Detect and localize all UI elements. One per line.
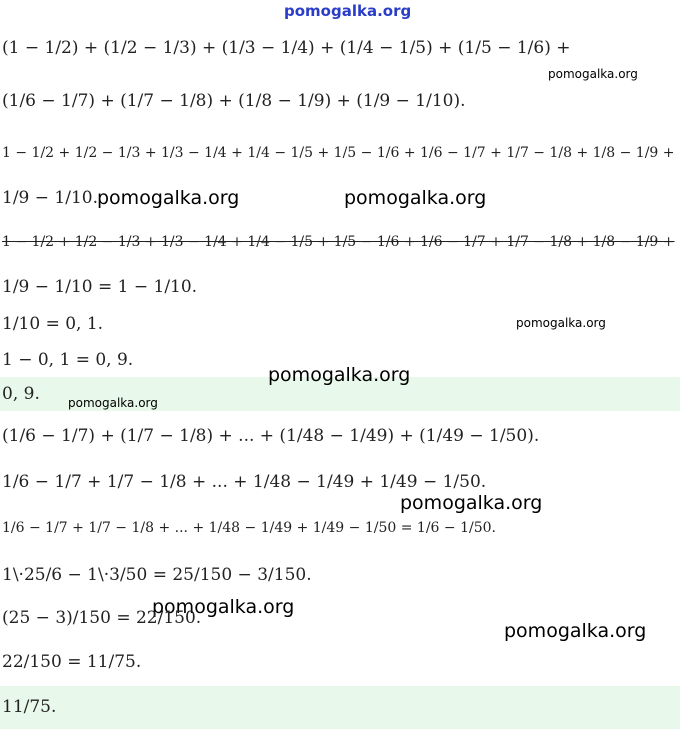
solution2-line-6: 22/150 = 11/75. [2,652,142,672]
solution1-line-1: (1 − 1/2) + (1/2 − 1/3) + (1/3 − 1/4) + (1/4 − 1/5) + (1/5 − 1/6) + [2,38,571,58]
solution1-line-2: (1/6 − 1/7) + (1/7 − 1/8) + (1/8 − 1/9) + (1/9 − 1/10). [2,91,466,111]
solution2-line-3-cancelled: 1/6 − 1/7 + 1/7 − 1/8 + ... + 1/48 − 1/49 + 1/49 − 1/50 = 1/6 − 1/50. [2,520,496,536]
watermark: pomogalka.org [516,316,606,330]
answer-highlight-2 [0,686,680,729]
solution1-line-6: 1/9 − 1/10 = 1 − 1/10. [2,277,198,297]
watermark-top: pomogalka.org [284,2,412,20]
watermark: pomogalka.org [504,620,647,642]
solution2-line-4: 1\·25/6 − 1\·3/50 = 25/150 − 3/150. [2,565,312,585]
watermark: pomogalka.org [344,187,487,209]
solution1-line-7: 1/10 = 0, 1. [2,314,104,334]
watermark: pomogalka.org [400,492,543,514]
watermark: pomogalka.org [68,396,158,410]
solution1-answer: 0, 9. [2,384,40,404]
solution1-line-5-cancelled: 1 − 1/2 + 1/2 − 1/3 + 1/3 − 1/4 + 1/4 − 1/5 + 1/5 − 1/6 + 1/6 − 1/7 + 1/7 − 1/8 + 1/8 − 1/9 + [2,234,675,250]
solution2-answer: 11/75. [2,697,57,717]
solution2-line-2: 1/6 − 1/7 + 1/7 − 1/8 + ... + 1/48 − 1/49 + 1/49 − 1/50. [2,472,487,492]
solution1-line-4: 1/9 − 1/10. [2,188,98,208]
watermark: pomogalka.org [152,596,295,618]
solution1-line-8: 1 − 0, 1 = 0, 9. [2,350,134,370]
solution2-line-5: (25 − 3)/150 = 22/150. [2,608,202,628]
watermark: pomogalka.org [268,364,411,386]
watermark: pomogalka.org [548,67,638,81]
solution1-line-3: 1 − 1/2 + 1/2 − 1/3 + 1/3 − 1/4 + 1/4 − 1/5 + 1/5 − 1/6 + 1/6 − 1/7 + 1/7 − 1/8 + 1/8 − 1/9 + [2,145,675,161]
solution2-line-1: (1/6 − 1/7) + (1/7 − 1/8) + ... + (1/48 − 1/49) + (1/49 − 1/50). [2,426,540,446]
watermark: pomogalka.org [97,187,240,209]
